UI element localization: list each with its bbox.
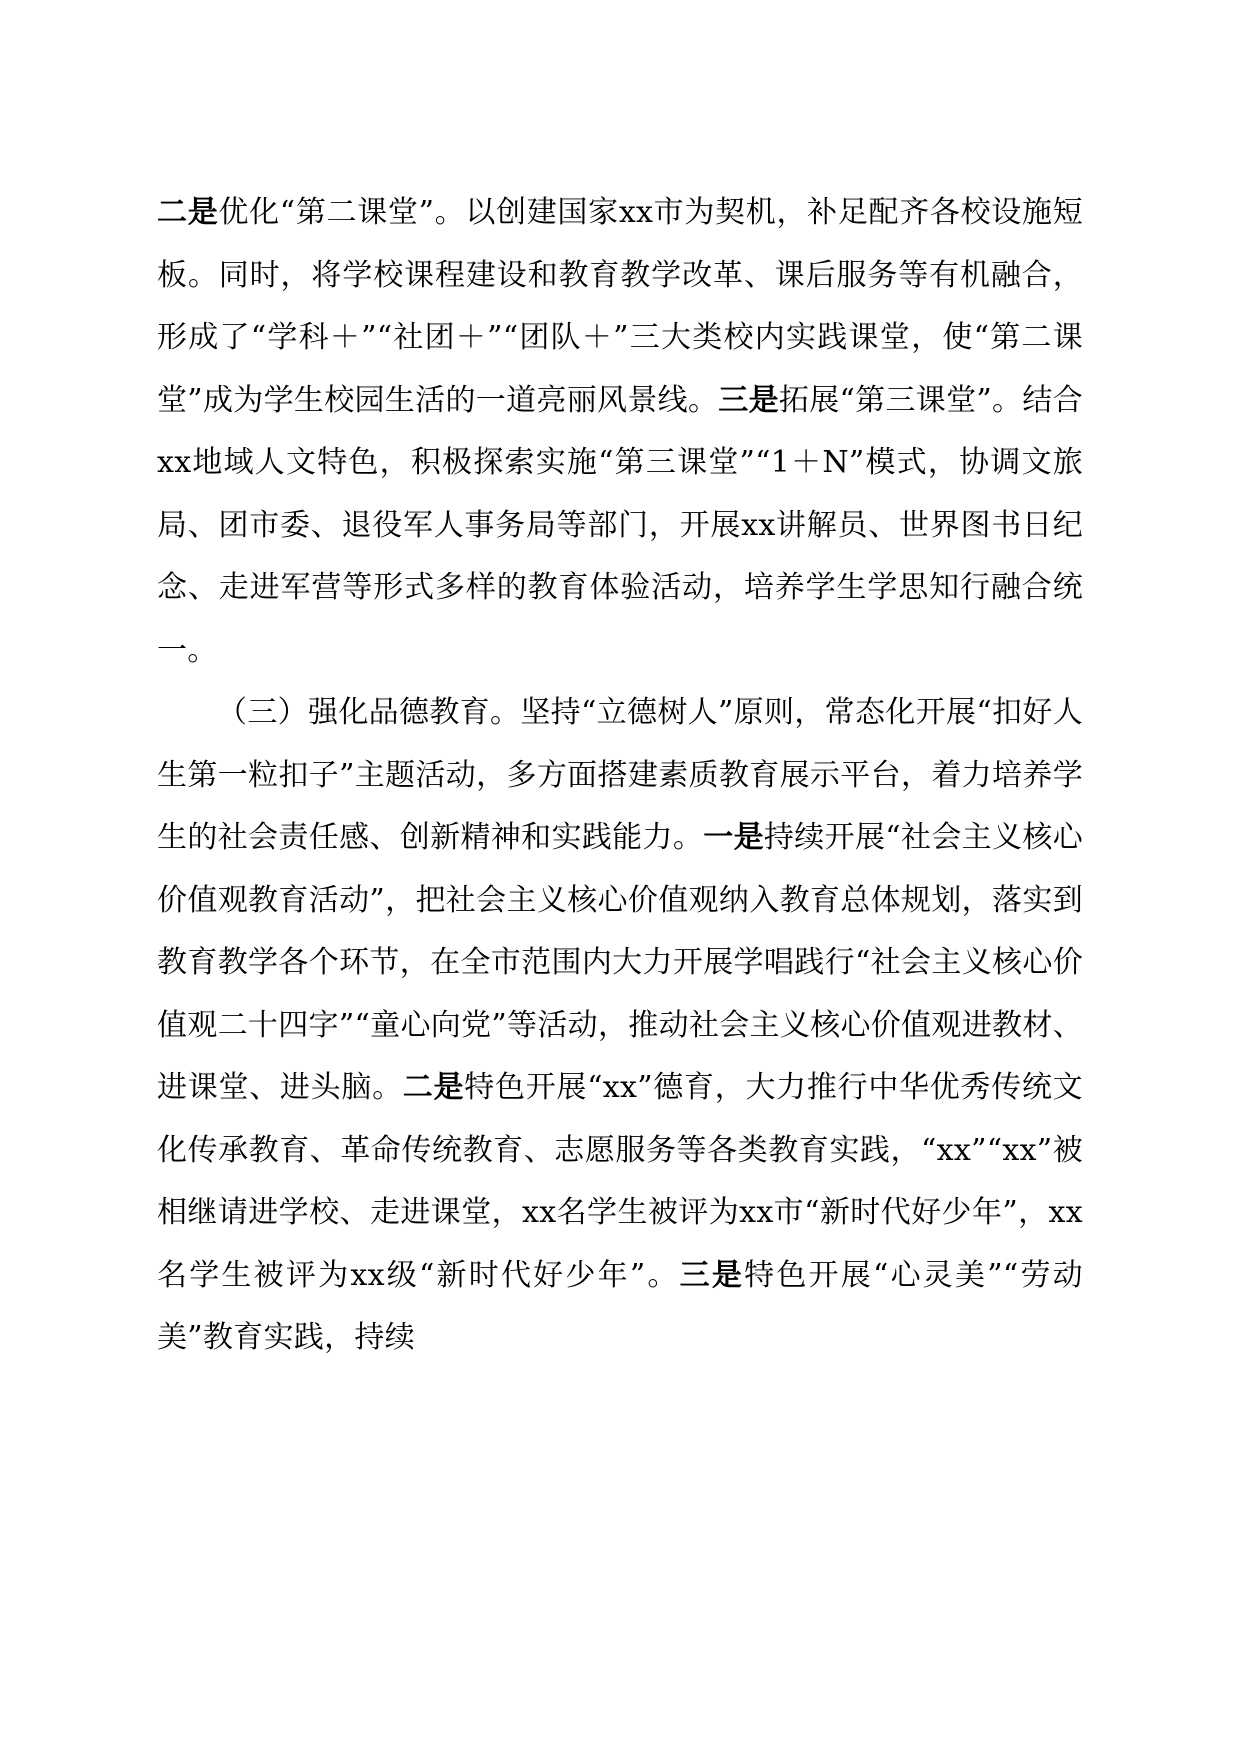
lead-third: 三是 — [718, 382, 779, 418]
text-moral-intro: （三）强化品德教育。坚持“立德树人”原则，常态化开展“扣好人生第一粒扣子”主题活动，多方面搭建素质教育展示平台，着力培养学生的社会责任感、创新精神和实践能力。 — [157, 695, 1083, 855]
lead-first: 一是 — [703, 820, 764, 855]
lead-second: 二是 — [157, 195, 219, 230]
paragraph-moral-education — [157, 682, 1083, 1370]
lead-second-moral: 二是 — [402, 1070, 465, 1105]
text-second-classroom: 优化“第二课堂”。以创建国家xx市为契机，补足配齐各校设施短板。同时，将学校课程建设和教育教学改革、课后服务等有机融合，形成了“学科＋”“社团＋”“团队＋”三大类校内实践课堂，使“第二课堂”成为学生校园生活的一道亮丽风景线。 — [157, 195, 1084, 418]
text-core-values: 持续开展“社会主义核心价值观教育活动”，把社会主义核心价值观纳入教育总体规划，落实到教育教学各个环节，在全市范围内大力开展学唱践行“社会主义核心价值观二十四字”“童心向党”等活动，推动社会主义核心价值观进教材、进课堂、进头脑。 — [157, 820, 1084, 1105]
text-xx-moral: 特色开展“xx”德育，大力推行中华优秀传统文化传承教育、革命传统教育、志愿服务等各类教育实践，“xx”“xx”被相继请进学校、走进课堂，xx名学生被评为xx市“新时代好少年”，xx名学生被评为xx级“新时代好少年”。 — [157, 1070, 1083, 1293]
text-heart-labor: 特色开展“心灵美”“劳动美”教育实践，持续 — [157, 1257, 1083, 1355]
paragraph-classroom-expansion — [157, 182, 1083, 682]
document-body — [157, 182, 1083, 1370]
text-third-classroom: 拓展“第三课堂”。结合xx地域人文特色，积极探索实施“第三课堂”“1＋N”模式，协调文旅局、团市委、退役军人事务局等部门，开展xx讲解员、世界图书日纪念、走进军营等形式多样的教育体验活动，培养学生学思知行融合统一。 — [157, 382, 1083, 668]
lead-third-moral: 三是 — [679, 1257, 745, 1293]
